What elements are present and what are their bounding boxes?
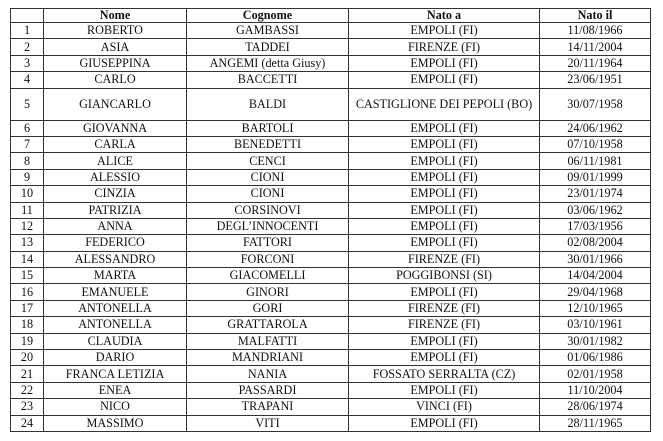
nato-il-cell: 28/06/1974 bbox=[540, 399, 651, 415]
nome-cell: ALESSIO bbox=[44, 169, 187, 185]
row-number-cell: 21 bbox=[11, 366, 44, 382]
nome-cell: MASSIMO bbox=[44, 415, 187, 431]
nome-cell: ANNA bbox=[44, 218, 187, 234]
nato-il-cell: 17/03/1956 bbox=[540, 218, 651, 234]
cognome-cell: PASSARDI bbox=[187, 382, 349, 398]
nato-a-cell: EMPOLI (FI) bbox=[349, 235, 540, 251]
cognome-cell: FORCONI bbox=[187, 251, 349, 267]
nome-cell: CARLO bbox=[44, 72, 187, 88]
row-number-cell: 8 bbox=[11, 153, 44, 169]
row-number-cell: 14 bbox=[11, 251, 44, 267]
header-nome: Nome bbox=[44, 9, 187, 23]
table-row bbox=[11, 120, 651, 136]
table-row bbox=[11, 136, 651, 152]
cognome-cell: BARTOLI bbox=[187, 120, 349, 136]
nato-il-cell: 30/01/1966 bbox=[540, 251, 651, 267]
cognome-cell: TRAPANI bbox=[187, 399, 349, 415]
nome-cell: GIUSEPPINA bbox=[44, 55, 187, 71]
cognome-cell: CORSINOVI bbox=[187, 202, 349, 218]
nome-cell: NICO bbox=[44, 399, 187, 415]
nome-cell: ALICE bbox=[44, 153, 187, 169]
nome-cell: ENEA bbox=[44, 382, 187, 398]
table-row bbox=[11, 218, 651, 234]
table-row bbox=[11, 366, 651, 382]
cognome-cell: CIONI bbox=[187, 169, 349, 185]
nome-cell: ANTONELLA bbox=[44, 300, 187, 316]
nome-cell: CLAUDIA bbox=[44, 333, 187, 349]
nato-a-cell: FIRENZE (FI) bbox=[349, 39, 540, 55]
table-row bbox=[11, 415, 651, 431]
table-row bbox=[11, 284, 651, 300]
cognome-cell: ANGEMI (detta Giusy) bbox=[187, 55, 349, 71]
nato-il-cell: 30/01/1982 bbox=[540, 333, 651, 349]
nato-il-cell: 28/11/1965 bbox=[540, 415, 651, 431]
nato-a-cell: VINCI (FI) bbox=[349, 399, 540, 415]
cognome-cell: CENCI bbox=[187, 153, 349, 169]
nato-a-cell: EMPOLI (FI) bbox=[349, 136, 540, 152]
row-number-cell: 15 bbox=[11, 268, 44, 284]
row-number-cell: 9 bbox=[11, 169, 44, 185]
nato-a-cell: POGGIBONSI (SI) bbox=[349, 268, 540, 284]
nato-il-cell: 23/01/1974 bbox=[540, 186, 651, 202]
nato-il-cell: 11/08/1966 bbox=[540, 23, 651, 39]
header-nato-a: Nato a bbox=[349, 9, 540, 23]
nato-il-cell: 14/04/2004 bbox=[540, 268, 651, 284]
row-number-cell: 3 bbox=[11, 55, 44, 71]
nato-il-cell: 20/11/1964 bbox=[540, 55, 651, 71]
row-number-cell: 13 bbox=[11, 235, 44, 251]
cognome-cell: CIONI bbox=[187, 186, 349, 202]
cognome-cell: TADDEI bbox=[187, 39, 349, 55]
table-row bbox=[11, 55, 651, 71]
nome-cell: EMANUELE bbox=[44, 284, 187, 300]
cognome-cell: NANIA bbox=[187, 366, 349, 382]
table-row bbox=[11, 153, 651, 169]
row-number-cell: 6 bbox=[11, 120, 44, 136]
table-body bbox=[11, 23, 651, 432]
nato-a-cell: EMPOLI (FI) bbox=[349, 23, 540, 39]
table-row bbox=[11, 72, 651, 88]
nato-a-cell: EMPOLI (FI) bbox=[349, 120, 540, 136]
row-number-cell: 19 bbox=[11, 333, 44, 349]
table-row bbox=[11, 235, 651, 251]
cognome-cell: MANDRIANI bbox=[187, 350, 349, 366]
nato-a-cell: EMPOLI (FI) bbox=[349, 153, 540, 169]
cognome-cell: MALFATTI bbox=[187, 333, 349, 349]
cognome-cell: GRATTAROLA bbox=[187, 317, 349, 333]
nato-a-cell: FIRENZE (FI) bbox=[349, 300, 540, 316]
nome-cell: CARLA bbox=[44, 136, 187, 152]
row-number-cell: 4 bbox=[11, 72, 44, 88]
nato-il-cell: 03/10/1961 bbox=[540, 317, 651, 333]
nome-cell: MARTA bbox=[44, 268, 187, 284]
nato-a-cell: EMPOLI (FI) bbox=[349, 284, 540, 300]
nome-cell: ROBERTO bbox=[44, 23, 187, 39]
table-row bbox=[11, 202, 651, 218]
row-number-cell: 20 bbox=[11, 350, 44, 366]
row-number-cell: 22 bbox=[11, 382, 44, 398]
nato-il-cell: 14/11/2004 bbox=[540, 39, 651, 55]
nato-a-cell: EMPOLI (FI) bbox=[349, 415, 540, 431]
cognome-cell: GORI bbox=[187, 300, 349, 316]
header-row bbox=[11, 9, 651, 23]
row-number-cell: 24 bbox=[11, 415, 44, 431]
nome-cell: GIOVANNA bbox=[44, 120, 187, 136]
nome-cell: FEDERICO bbox=[44, 235, 187, 251]
row-number-cell: 23 bbox=[11, 399, 44, 415]
cognome-cell: GIACOMELLI bbox=[187, 268, 349, 284]
table-row bbox=[11, 382, 651, 398]
nato-a-cell: FIRENZE (FI) bbox=[349, 251, 540, 267]
row-number-cell: 10 bbox=[11, 186, 44, 202]
nome-cell: DARIO bbox=[44, 350, 187, 366]
row-number-cell: 11 bbox=[11, 202, 44, 218]
table-row bbox=[11, 251, 651, 267]
row-number-cell: 16 bbox=[11, 284, 44, 300]
table-row bbox=[11, 350, 651, 366]
nato-a-cell: CASTIGLIONE DEI PEPOLI (BO) bbox=[349, 88, 540, 120]
header-nato-il: Nato il bbox=[540, 9, 651, 23]
cognome-cell: FATTORI bbox=[187, 235, 349, 251]
table-row bbox=[11, 169, 651, 185]
nato-a-cell: FOSSATO SERRALTA (CZ) bbox=[349, 366, 540, 382]
nato-il-cell: 07/10/1958 bbox=[540, 136, 651, 152]
row-number-cell: 7 bbox=[11, 136, 44, 152]
nato-il-cell: 02/08/2004 bbox=[540, 235, 651, 251]
row-number-cell: 1 bbox=[11, 23, 44, 39]
nato-a-cell: EMPOLI (FI) bbox=[349, 72, 540, 88]
cognome-cell: BACCETTI bbox=[187, 72, 349, 88]
nato-il-cell: 29/04/1968 bbox=[540, 284, 651, 300]
nato-a-cell: EMPOLI (FI) bbox=[349, 186, 540, 202]
table-row bbox=[11, 268, 651, 284]
nome-cell: ASIA bbox=[44, 39, 187, 55]
row-number-cell: 17 bbox=[11, 300, 44, 316]
nato-il-cell: 01/06/1986 bbox=[540, 350, 651, 366]
row-number-cell: 5 bbox=[11, 88, 44, 120]
nato-a-cell: EMPOLI (FI) bbox=[349, 218, 540, 234]
nato-a-cell: EMPOLI (FI) bbox=[349, 350, 540, 366]
header-number bbox=[11, 9, 44, 23]
row-number-cell: 12 bbox=[11, 218, 44, 234]
nome-cell: CINZIA bbox=[44, 186, 187, 202]
nato-a-cell: EMPOLI (FI) bbox=[349, 382, 540, 398]
row-number-cell: 2 bbox=[11, 39, 44, 55]
nato-a-cell: FIRENZE (FI) bbox=[349, 317, 540, 333]
nato-a-cell: EMPOLI (FI) bbox=[349, 55, 540, 71]
nome-cell: ANTONELLA bbox=[44, 317, 187, 333]
nome-cell: PATRIZIA bbox=[44, 202, 187, 218]
table-row bbox=[11, 333, 651, 349]
table-row bbox=[11, 88, 651, 120]
cognome-cell: GAMBASSI bbox=[187, 23, 349, 39]
nato-a-cell: EMPOLI (FI) bbox=[349, 333, 540, 349]
table-row bbox=[11, 317, 651, 333]
row-number-cell: 18 bbox=[11, 317, 44, 333]
nato-il-cell: 06/11/1981 bbox=[540, 153, 651, 169]
table-row bbox=[11, 186, 651, 202]
cognome-cell: GINORI bbox=[187, 284, 349, 300]
nome-cell: ALESSANDRO bbox=[44, 251, 187, 267]
nato-il-cell: 02/01/1958 bbox=[540, 366, 651, 382]
nato-a-cell: EMPOLI (FI) bbox=[349, 202, 540, 218]
table-row bbox=[11, 399, 651, 415]
nome-cell: GIANCARLO bbox=[44, 88, 187, 120]
nato-il-cell: 30/07/1958 bbox=[540, 88, 651, 120]
cognome-cell: BALDI bbox=[187, 88, 349, 120]
nome-cell: FRANCA LETIZIA bbox=[44, 366, 187, 382]
cognome-cell: DEGL’INNOCENTI bbox=[187, 218, 349, 234]
cognome-cell: BENEDETTI bbox=[187, 136, 349, 152]
nato-il-cell: 12/10/1965 bbox=[540, 300, 651, 316]
nato-il-cell: 09/01/1999 bbox=[540, 169, 651, 185]
nato-il-cell: 24/06/1962 bbox=[540, 120, 651, 136]
header-cognome: Cognome bbox=[187, 9, 349, 23]
nato-il-cell: 23/06/1951 bbox=[540, 72, 651, 88]
table-row bbox=[11, 23, 651, 39]
cognome-cell: VITI bbox=[187, 415, 349, 431]
candidates-table bbox=[10, 8, 651, 432]
nato-a-cell: EMPOLI (FI) bbox=[349, 169, 540, 185]
nato-il-cell: 11/10/2004 bbox=[540, 382, 651, 398]
table-row bbox=[11, 300, 651, 316]
nato-il-cell: 03/06/1962 bbox=[540, 202, 651, 218]
table-row bbox=[11, 39, 651, 55]
